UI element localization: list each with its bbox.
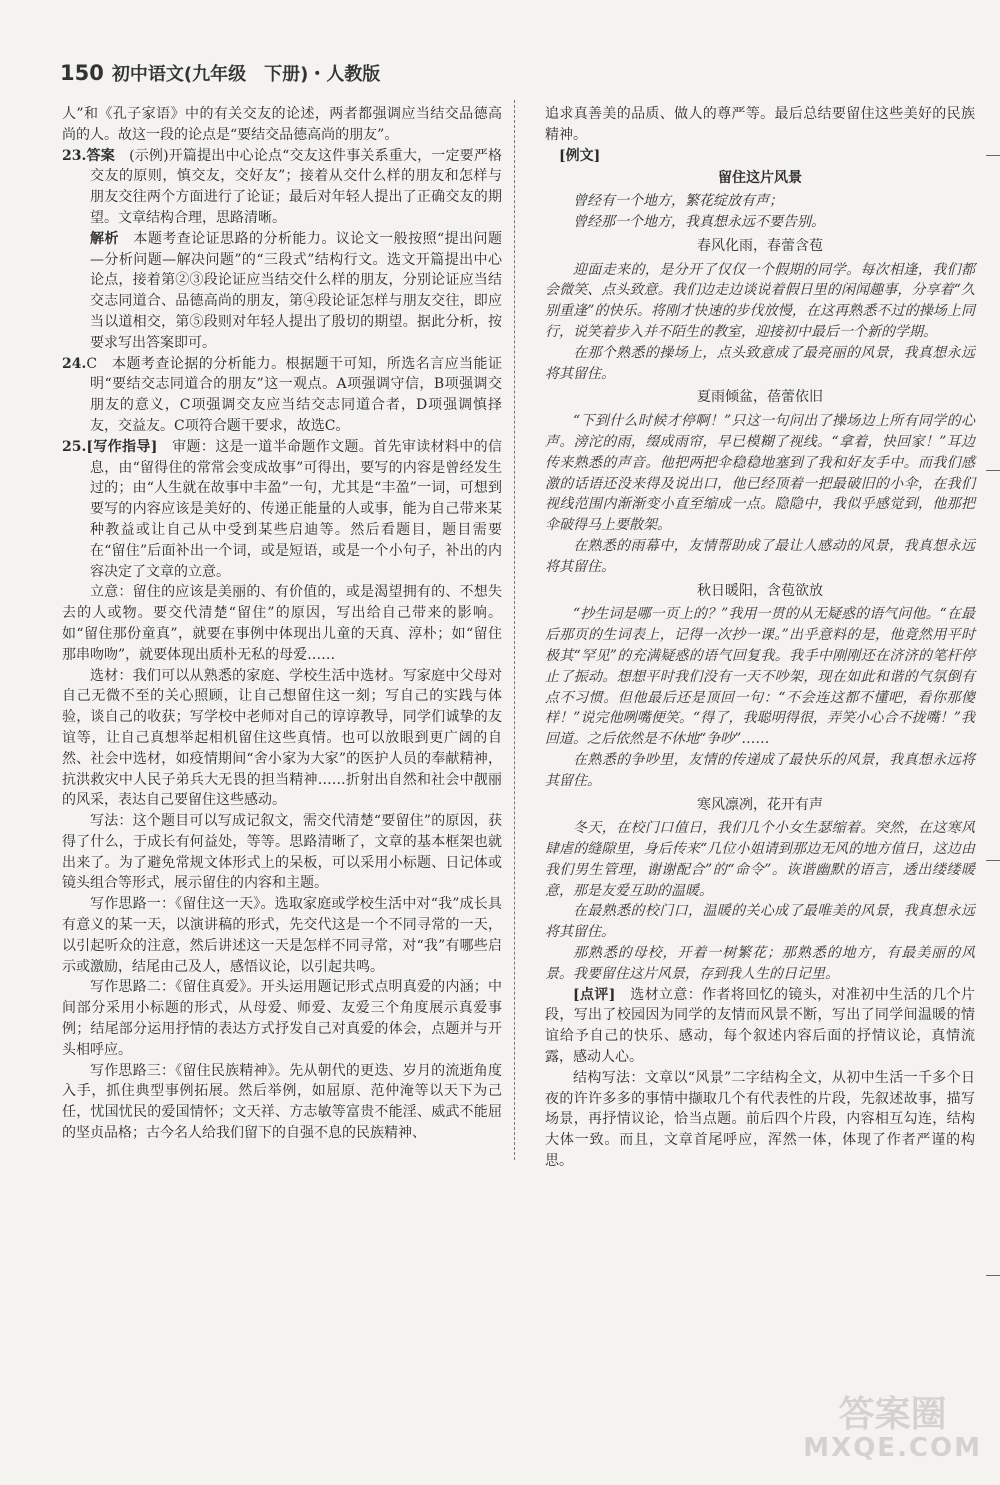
writing-guide-label: [写作指导] (86, 438, 158, 455)
page-number: 150 (60, 61, 104, 85)
comment-label: [点评] (573, 986, 616, 1003)
question-number: 24. (62, 355, 87, 372)
answer-label: 答案 (86, 147, 115, 164)
question-23-analysis (62, 229, 502, 354)
paragraph: 选材：我们可以从熟悉的家庭、学校生活中选材。写家庭中父母对自己无微不至的关心照顾，让自己想留住这一刻；写自己的实践与体验，谈自己的收获；写学校中老师对自己的谆谆教导，同学们诚挚的友谊等，让自己真想举起相机留住这些真情。也可以放眼到更广阔的自然、社会中选材，如疫情期间“舍小家为大家”的医护人员的奉献精神，抗洪救灾中人民子弟兵大无畏的担当精神……折射出自然和社会中靓丽的风采，表达自己要留住这些感动。 (62, 667, 502, 809)
essay-title: 留住这片风景 (718, 170, 802, 187)
paragraph: 写作思路一：《留住这一天》。选取家庭或学校生活中对“我”成长具有意义的某一天，以演讲稿的形式，先交代这是一个不同寻常的一天，以引起听众的注意，然后讲述这一天是怎样不同寻常，对“我”有哪些启示或激励，结尾由己及人，感悟议论，以引起共鸣。 (62, 896, 502, 975)
column-divider (514, 100, 515, 1160)
margin-mark (986, 860, 1000, 861)
example-label: [例文] (559, 147, 601, 164)
section-title: 春风化雨，春蕾含苞 (697, 237, 823, 254)
comment-paragraph: [点评] 选材立意：作者将回忆的镜头，对准初中生活的几个片段，写出了校园因为同学的友情而风景不断，写出了同学间温暖的情谊给予自己的快乐、感动，每个叙述内容后面的抒情议论，真情流露，感动人心。 (545, 986, 976, 1066)
answer-text: (示例)开篇提出中心论点“交友这件事关系重大，一定要严格交友的原则，慎交友，交好友”；接着从交什么样的朋友和怎样与朋友交往两个方面进行了论证；最后对年轻人提出了正确交友的期望。文章结构合理，思路清晰。 (90, 147, 503, 226)
answer-text: C 本题考查论据的分析能力。根据题干可知，所选名言应当能证明“要结交志同道合的朋友”这一观点。A项强调守信，B项强调交朋友的意义，C项强调交友应当结交志同道合者，D项强调慎择友，交益友。C项符合题干要求，故选C。 (86, 355, 502, 434)
paragraph: 在熟悉的雨幕中，友情帮助成了最让人感动的风景，我真想永远将其留住。 (545, 537, 975, 575)
paragraph: 写作思路二：《留住真爱》。开头运用题记形式点明真爱的内涵；中间部分采用小标题的形式，从母爱、师爱、友爱三个角度展示真爱事例；结尾部分运用抒情的表达方式抒发自己对真爱的体会，点题并与开头相呼应。 (62, 979, 502, 1058)
right-column (545, 104, 975, 1172)
comment-paragraph: 结构写法：文章以“风景”二字结构全文，从初中生活一千多个日夜的许许多多的事情中撷取几个有代表性的片段，先叙述故事，描写场景，再抒情议论，恰当点题。前后四个片段，内容相互勾连，结构大体一致。而且，文章首尾呼应，浑然一体，体现了作者严谨的构思。 (545, 1069, 975, 1170)
paragraph: “抄生词是哪一页上的？”我用一贯的从无疑惑的语气问他。“在最后那页的生词表上，记得一次抄一课。”出乎意料的是，他竟然用平时极其“罕见”的充满疑惑的语气回复我。我手中刚刚还在济济的笔杆停止了振动。想想平时我们没有一天不吵架，现在如此和谐的气氛倒有点不习惯。但他最后还是顶回一句：“不会连这都不懂吧，看你那傻样！”说完他咧嘴便笑。“得了，我聪明得很，弄笑小心合不拢嘴！”我回道。之后依然是不休地“争吵”…… (545, 606, 975, 748)
left-column (62, 104, 502, 1144)
paragraph: 那熟悉的母校，开着一树繁花；那熟悉的地方，有最美丽的风景。我要留住这片风景，存到我人生的日记里。 (545, 945, 975, 982)
analysis-text: 本题考查论证思路的分析能力。议论文一般按照“提出问题—分析问题—解决问题”的“三段式”结构行文。选文开篇提出中心论点，接着第②③段论证应当结交什么样的朋友，分别论证应当结交志同道合、品德高尚的朋友，第④段论证怎样与朋友交往，即应当以道相交，第⑤段则对年轻人提出了殷切的期望。据此分析，按要求写出答案即可。 (90, 230, 503, 351)
question-24 (62, 354, 502, 437)
paragraph: 写作思路三：《留住民族精神》。先从朝代的更迭、岁月的流逝角度入手，抓住典型事例拓展。然后举例，如屈原、范仲淹等以天下为己任，忧国忧民的爱国情怀；文天祥、方志敏等富贵不能淫、威武不能屈的坚贞品格；古今名人给我们留下的自强不息的民族精神、 (62, 1062, 502, 1142)
paragraph: “下到什么时候才停啊！”只这一句问出了操场边上所有同学的心声。滂沱的雨，缀成雨帘，早已模糊了视线。“拿着，快回家！”耳边传来熟悉的声音。他把两把伞稳稳地塞到了我和好友手中。而我们感激的话语还没来得及说出口，他已经顶着一把最破旧的小伞，在我们视线范围内渐渐变小直至缩成一点。隐隐中，我似乎感觉到，他那把伞破得马上要散架。 (545, 413, 975, 534)
question-25 (62, 437, 502, 583)
watermark (803, 1395, 982, 1463)
paragraph: 在最熟悉的校门口，温暖的关心成了最唯美的风景，我真想永远将其留住。 (545, 903, 975, 941)
paragraph: 审题：这是一道半命题作文题。首先审读材料中的信息，由“留得住的常常会变成故事”可得出，要写的内容是曾经发生过的；由“人生就在故事中丰盈”一句，尤其是“丰盈”一词，可想到要写的内容应该是美好的、传递正能量的人或事，能为自己带来某种教益或让自己从中受到某些启迪等。然后看题目，题目需要在“留住”后面补出一个词，或是短语，或是一个小句子，补出的内容决定了文章的立意。 (90, 438, 503, 580)
margin-mark (986, 155, 1000, 156)
paragraph: 人”和《孔子家语》中的有关交友的论述，两者都强调应当结交品德高尚的人。故这一段的论点是“要结交品德高尚的朋友”。 (62, 106, 502, 143)
paragraph: 在熟悉的争吵里，友情的传递成了最快乐的风景，我真想永远将其留住。 (545, 751, 975, 789)
section-title: 秋日暖阳，含苞欲放 (697, 582, 823, 599)
paragraph: 写法：这个题目可以写成记叙文，需交代清楚“要留住”的原因，获得了什么，于成长有何益处，等等。思路清晰了，文章的基本框架也就出来了。为了避免常规文体形式上的呆板，可以采用小标题、日记体或镜头组合等形式，展示留住的内容和主题。 (62, 813, 502, 892)
margin-mark (986, 1275, 1000, 1276)
book-title: 初中语文(九年级 下册)・人教版 (111, 64, 381, 85)
margin-mark (986, 470, 1000, 471)
page-header (60, 60, 380, 86)
watermark-logo: 答案圈 (838, 1393, 947, 1435)
poem-line: 曾经那一个地方，我真想永远不要告别。 (573, 213, 825, 230)
watermark-url: MXQE.COM (803, 1433, 982, 1464)
paragraph: 追求真善美的品质、做人的尊严等。最后总结要留住这些美好的民族精神。 (545, 106, 975, 143)
paragraph: 迎面走来的，是分开了仅仅一个假期的同学。每次相逢，我们都会微笑、点头致意。我们边走边谈说着假日里的闲闻趣事，分享着“久别重逢”的快乐。将刚才快速的步伐放慢，在这再熟悉不过的操场上同行，说笑着步入并不陌生的教室，迎接初中最后一个新的学期。 (545, 261, 975, 340)
paragraph: 在那个熟悉的操场上，点头致意成了最亮丽的风景，我真想永远将其留住。 (545, 344, 975, 382)
analysis-label: 解析 (90, 230, 119, 247)
section-title: 夏雨倾盆，蓓蕾依旧 (697, 389, 823, 406)
section-title: 寒风凛冽，花开有声 (697, 796, 823, 813)
question-number: 25. (62, 438, 87, 455)
paragraph: 冬天，在校门口值日，我们几个小女生瑟缩着。突然，在这寒风肆虐的缝隙里，身后传来“几位小姐请到那边无风的地方值日，这边由我们男生管理，谢谢配合”的“命令”。诙谐幽默的语言，透出缕缕暖意，那是友爱互助的温暖。 (545, 820, 975, 899)
paragraph: 立意：留住的应该是美丽的、有价值的，或是渴望拥有的、不想失去的人或物。要交代清楚“留住”的原因，写出给自己带来的影响。如“留住那份童真”，就要在事例中体现出儿童的天真、淳朴；如“留住那串吻吻”，就要体现出质朴无私的母爱…… (62, 584, 502, 663)
question-number: 23. (62, 147, 87, 164)
question-23-answer (62, 146, 502, 229)
poem-line: 曾经有一个地方，繁花绽放有声； (573, 193, 783, 210)
